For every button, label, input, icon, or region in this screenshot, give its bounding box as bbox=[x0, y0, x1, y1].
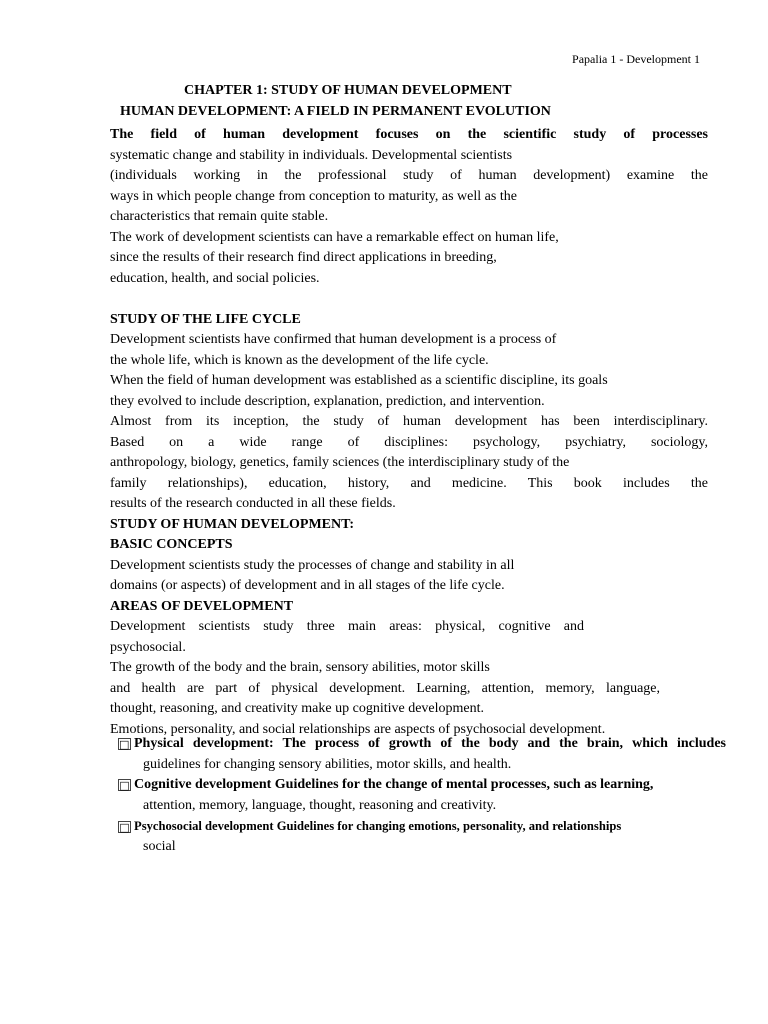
chapter-subtitle: HUMAN DEVELOPMENT: A FIELD IN PERMANENT EVOLUTION bbox=[120, 104, 551, 119]
list-item-head-text: Cognitive development Guidelines for the change of mental processes, such as learning, bbox=[134, 777, 654, 792]
checkbox-bullet-icon: □ bbox=[119, 779, 130, 792]
paragraph-line: education, health, and social policies. bbox=[110, 270, 320, 286]
list-item-head bbox=[118, 734, 726, 755]
paragraph-line: results of the research conducted in all these fields. bbox=[110, 496, 396, 511]
paragraph-line: Almost from its inception, the study of human development has been interdisciplinary. bbox=[110, 414, 708, 429]
paragraph-line: characteristics that remain quite stable. bbox=[110, 209, 329, 224]
list-item-head-text: Psychosocial development Guidelines for changing emotions, personality, and relationships bbox=[134, 819, 622, 833]
paragraph-line: Emotions, personality, and social relationships are aspects of psychosocial development. bbox=[110, 721, 606, 737]
paragraph-line: Based on a wide range of disciplines: psychology, psychiatry, sociology, bbox=[110, 434, 708, 450]
paragraph-line: they evolved to include description, explanation, prediction, and intervention. bbox=[110, 393, 545, 409]
paragraph-line: When the field of human development was established as a scientific discipline, its goals bbox=[110, 373, 608, 388]
running-header: Papalia 1 - Development 1 bbox=[572, 52, 700, 66]
checkbox-bullet-icon: □ bbox=[119, 738, 130, 751]
paragraph-line: systematic change and stability in individuals. Developmental scientists bbox=[110, 147, 513, 163]
paragraph-line: psychosocial. bbox=[110, 639, 186, 655]
paragraph-line: Development scientists study three main areas: physical, cognitive and bbox=[110, 619, 584, 634]
list-item-head-text: Physical development: The process of growth of the body and the brain, which includes bbox=[134, 736, 726, 751]
list-item-continuation: guidelines for changing sensory abilities, motor skills, and health. bbox=[143, 756, 512, 772]
paragraph-line: Development scientists have confirmed that human development is a process of bbox=[110, 332, 557, 347]
list-item-physical bbox=[118, 734, 726, 775]
paragraph-line: and health are part of physical development. Learning, attention, memory, language, bbox=[110, 680, 660, 696]
paragraph-line: The growth of the body and the brain, sensory abilities, motor skills bbox=[110, 660, 490, 675]
paragraph-line: anthropology, biology, genetics, family sciences (the interdisciplinary study of the bbox=[110, 455, 570, 470]
paragraph-line: The work of development scientists can have a remarkable effect on human life, bbox=[110, 229, 559, 245]
chapter-title: CHAPTER 1: STUDY OF HUMAN DEVELOPMENT bbox=[184, 83, 512, 98]
body-text bbox=[110, 125, 708, 740]
intro-lead: The field of human development focuses on the scientific study of processes bbox=[110, 127, 708, 142]
section-heading-life-cycle: STUDY OF THE LIFE CYCLE bbox=[110, 311, 301, 327]
list-item-continuation: attention, memory, language, thought, reasoning and creativity. bbox=[143, 797, 497, 813]
paragraph-line: domains (or aspects) of development and in all stages of the life cycle. bbox=[110, 578, 505, 593]
list-item-psychosocial bbox=[118, 816, 726, 857]
checkbox-bullet-icon: □ bbox=[119, 821, 130, 834]
paragraph-line: Development scientists study the processes of change and stability in all bbox=[110, 557, 515, 573]
paragraph-line: thought, reasoning, and creativity make up cognitive development. bbox=[110, 701, 485, 716]
section-heading-areas: AREAS OF DEVELOPMENT bbox=[110, 598, 294, 614]
paragraph-line: the whole life, which is known as the development of the life cycle. bbox=[110, 352, 489, 368]
list-item-continuation: social bbox=[143, 838, 176, 854]
paragraph-line: since the results of their research find direct applications in breeding, bbox=[110, 250, 497, 265]
paragraph-line: (individuals working in the professional study of human development) examine the bbox=[110, 168, 708, 183]
section-heading-human-development: STUDY OF HUMAN DEVELOPMENT: bbox=[110, 516, 355, 532]
list-item-head bbox=[118, 816, 726, 837]
list-item-cognitive bbox=[118, 775, 726, 816]
blank-line bbox=[110, 289, 708, 310]
section-heading-basic-concepts: BASIC CONCEPTS bbox=[110, 537, 233, 552]
paragraph-line: ways in which people change from conception to maturity, as well as the bbox=[110, 188, 517, 204]
list-item-head bbox=[118, 775, 726, 796]
development-areas-list bbox=[118, 734, 726, 857]
paragraph-line: family relationships), education, history, and medicine. This book includes the bbox=[110, 475, 708, 491]
